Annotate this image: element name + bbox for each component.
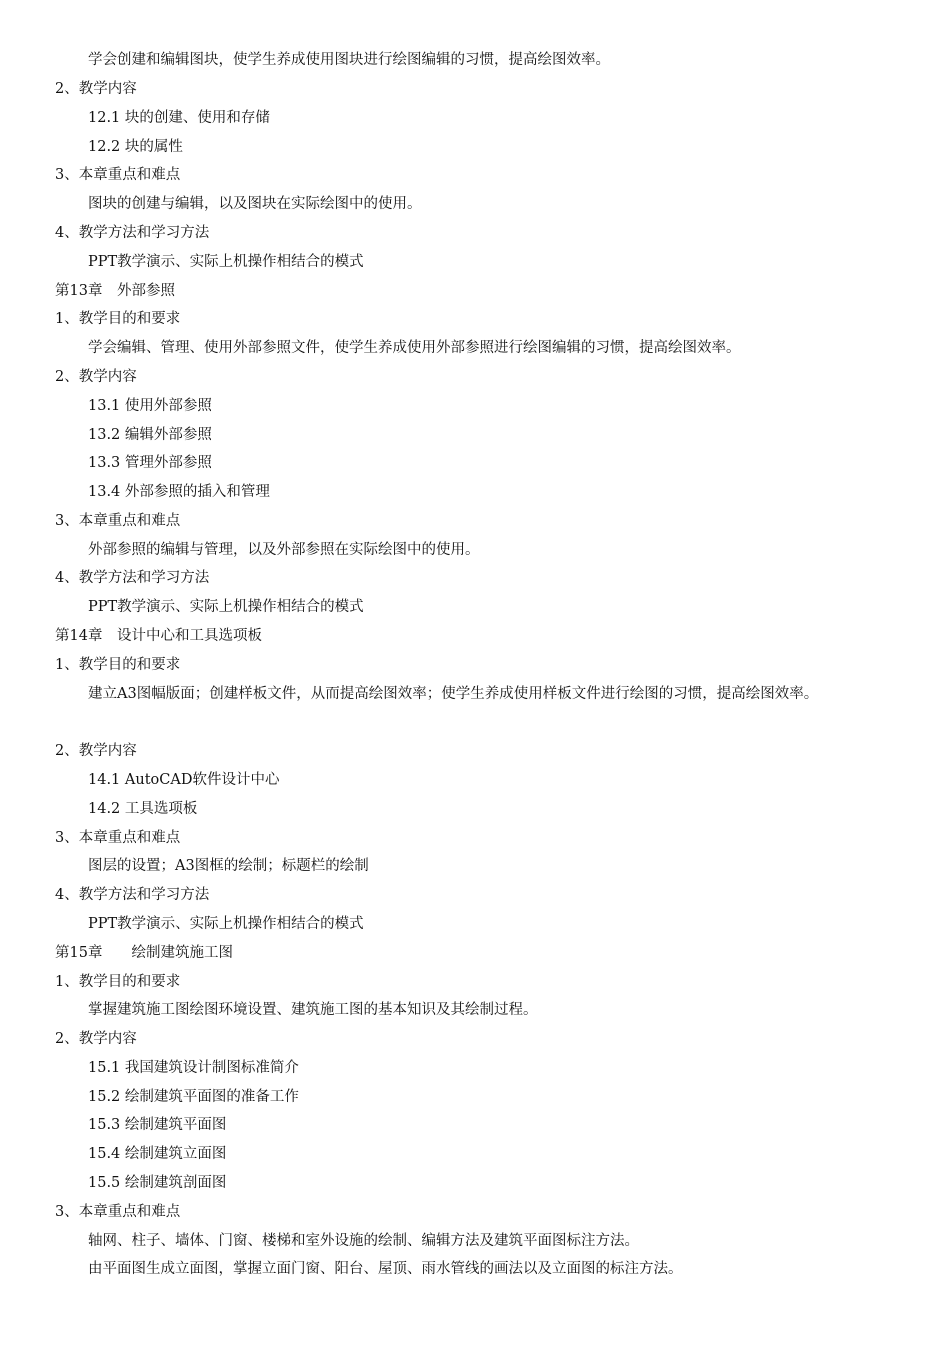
ch15-key-text: 轴网、柱子、墙体、门窗、楼梯和室外设施的绘制、编辑方法及建筑平面图标注方法。	[88, 1233, 639, 1249]
ch14-method-heading: 4、教学方法和学习方法	[55, 887, 210, 903]
ch13-content-heading: 2、教学内容	[55, 369, 137, 385]
ch14-item: 14.1 AutoCAD软件设计中心	[88, 772, 280, 788]
ch15-item: 15.5 绘制建筑剖面图	[88, 1175, 227, 1191]
ch13-goal-text: 学会编辑、管理、使用外部参照文件，使学生养成使用外部参照进行绘图编辑的习惯，提高绘图效率。	[88, 340, 741, 356]
ch15-content-heading: 2、教学内容	[55, 1031, 137, 1047]
ch15-key-heading: 3、本章重点和难点	[55, 1204, 181, 1220]
ch13-item: 13.1 使用外部参照	[88, 398, 212, 414]
ch15-item: 15.1 我国建筑设计制图标准简介	[88, 1060, 299, 1076]
ch12-item: 12.1 块的创建、使用和存储	[88, 110, 270, 126]
ch12-key-text: 图块的创建与编辑，以及图块在实际绘图中的使用。	[88, 196, 422, 212]
ch13-method-heading: 4、教学方法和学习方法	[55, 570, 210, 586]
ch14-title: 第14章 设计中心和工具选项板	[55, 628, 262, 644]
ch13-item: 13.3 管理外部参照	[88, 455, 212, 471]
ch15-goal-text: 掌握建筑施工图绘图环境设置、建筑施工图的基本知识及其绘制过程。	[88, 1002, 538, 1018]
ch13-key-heading: 3、本章重点和难点	[55, 513, 181, 529]
ch14-item: 14.2 工具选项板	[88, 801, 198, 817]
ch15-key-text: 由平面图生成立面图，掌握立面门窗、阳台、屋顶、雨水管线的画法以及立面图的标注方法。	[88, 1261, 683, 1277]
ch12-method-text: PPT教学演示、实际上机操作相结合的模式	[88, 254, 364, 270]
ch15-item: 15.2 绘制建筑平面图的准备工作	[88, 1089, 299, 1105]
ch15-item: 15.3 绘制建筑平面图	[88, 1117, 227, 1133]
ch12-item: 12.2 块的属性	[88, 139, 183, 155]
ch12-goal-text: 学会创建和编辑图块，使学生养成使用图块进行绘图编辑的习惯，提高绘图效率。	[88, 52, 610, 68]
ch12-content-heading: 2、教学内容	[55, 81, 137, 97]
ch13-goal-heading: 1、教学目的和要求	[55, 311, 181, 327]
ch13-method-text: PPT教学演示、实际上机操作相结合的模式	[88, 599, 364, 615]
ch14-method-text: PPT教学演示、实际上机操作相结合的模式	[88, 916, 364, 932]
ch13-item: 13.2 编辑外部参照	[88, 427, 212, 443]
ch14-goal-text: 建立A3图幅版面；创建样板文件，从而提高绘图效率；使学生养成使用样板文件进行绘图的习惯，提高绘图效率。	[88, 686, 819, 702]
ch14-goal-heading: 1、教学目的和要求	[55, 657, 181, 673]
ch14-key-heading: 3、本章重点和难点	[55, 830, 181, 846]
ch12-key-heading: 3、本章重点和难点	[55, 167, 181, 183]
ch13-key-text: 外部参照的编辑与管理，以及外部参照在实际绘图中的使用。	[88, 542, 480, 558]
ch15-item: 15.4 绘制建筑立面图	[88, 1146, 227, 1162]
ch15-title: 第15章 绘制建筑施工图	[55, 945, 233, 961]
ch13-item: 13.4 外部参照的插入和管理	[88, 484, 270, 500]
ch14-key-text: 图层的设置；A3图框的绘制；标题栏的绘制	[88, 858, 369, 874]
ch12-method-heading: 4、教学方法和学习方法	[55, 225, 210, 241]
ch15-goal-heading: 1、教学目的和要求	[55, 974, 181, 990]
ch13-title: 第13章 外部参照	[55, 283, 175, 299]
ch14-content-heading: 2、教学内容	[55, 743, 137, 759]
